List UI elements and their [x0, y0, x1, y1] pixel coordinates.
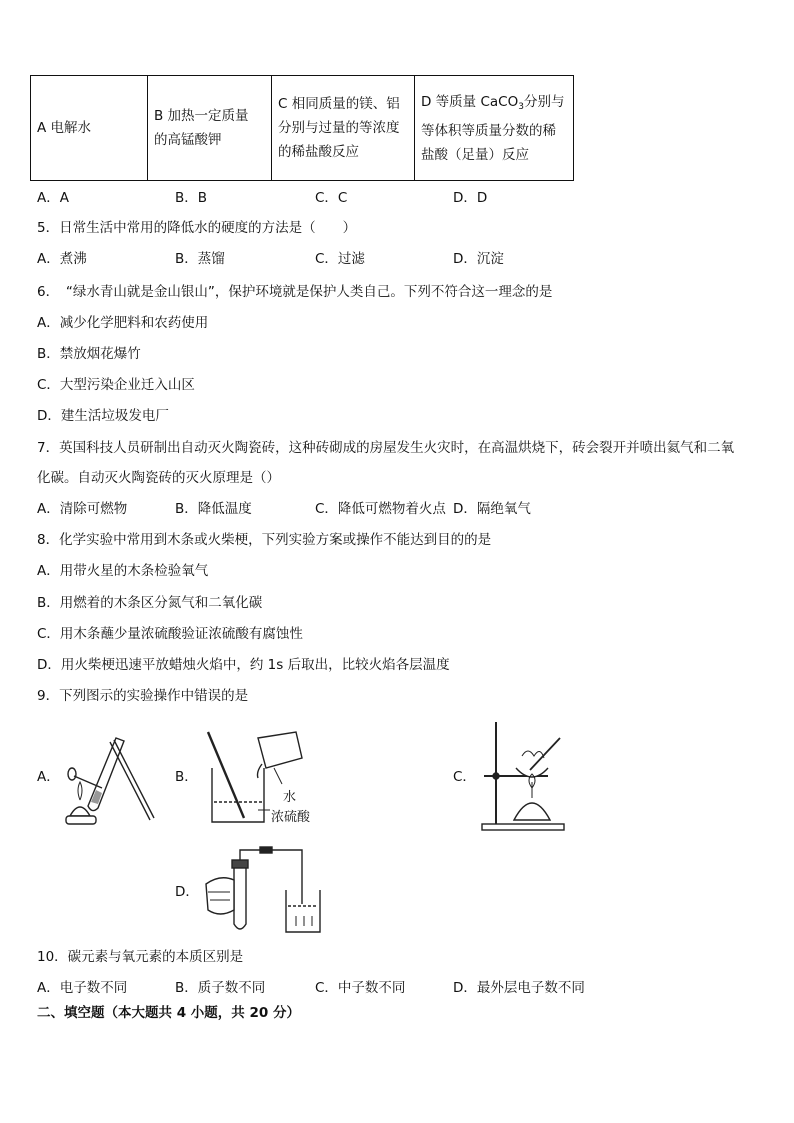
q10-stem: 10．碳元素与氧元素的本质区别是 — [37, 949, 244, 965]
q9-figure-b-water-label: 水 — [283, 790, 297, 805]
q7-option-d: D．隔绝氧气 — [453, 501, 531, 517]
q4-option-c: C．C — [315, 190, 348, 206]
q7-option-c: C．降低可燃物着火点 — [315, 501, 446, 517]
q9-label-c: C． — [453, 769, 476, 785]
q9-figure-d-airtightness-check — [200, 844, 330, 936]
q8-option-d: D．用火柴梗迅速平放蜡烛火焰中，约 1s 后取出，比较火焰各层温度 — [37, 657, 450, 673]
q7-option-b: B．降低温度 — [175, 501, 252, 517]
q7-stem-line1: 7．英国科技人员研制出自动灭火陶瓷砖，这种砖砌成的房屋发生火灾时，在高温烘烧下，砖会裂开并喷出氦气和二氧 — [37, 440, 735, 456]
q9-label-d: D． — [175, 884, 199, 900]
q4-option-a: A．A — [37, 190, 69, 206]
q4-option-b: B．B — [175, 190, 208, 206]
q9-figure-a-heating-test-tube — [58, 728, 158, 828]
q4-figure-table — [30, 75, 574, 181]
q10-option-a: A．电子数不同 — [37, 980, 128, 996]
section-heading-fill-in: 二、填空题（本大题共 4 小题，共 20 分） — [37, 1005, 300, 1021]
q6-stem: 6． “绿水青山就是金山银山”，保护环境就是保护人类自己。下列不符合这一理念的是 — [37, 284, 553, 300]
table-cell-a: A 电解水 — [31, 76, 148, 181]
q8-option-b: B．用燃着的木条区分氮气和二氧化碳 — [37, 595, 263, 611]
q9-stem: 9．下列图示的实验操作中错误的是 — [37, 688, 249, 704]
q10-option-b: B．质子数不同 — [175, 980, 266, 996]
q6-option-c: C．大型污染企业迁入山区 — [37, 377, 195, 393]
q6-option-a: A．减少化学肥料和农药使用 — [37, 315, 209, 331]
q9-figure-b-acid-label: 浓硫酸 — [271, 810, 311, 825]
q8-stem: 8．化学实验中常用到木条或火柴梗，下列实验方案或操作不能达到目的的是 — [37, 532, 492, 548]
table-cell-b: B 加热一定质量 的高锰酸钾 — [148, 76, 272, 181]
q6-option-b: B．禁放烟花爆竹 — [37, 346, 141, 362]
q9-label-b: B． — [175, 769, 198, 785]
q4-option-d: D．D — [453, 190, 488, 206]
q6-option-d: D．建生活垃圾发电厂 — [37, 408, 169, 424]
q10-option-d: D．最外层电子数不同 — [453, 980, 585, 996]
q5-option-b: B．蒸馏 — [175, 251, 225, 267]
q9-label-a: A． — [37, 769, 60, 785]
table-cell-d: D 等质量 CaCO$_3$分别与 等体积等质量分数的稀 盐酸（足量）反应 — [415, 76, 574, 181]
table-cell-c: C 相同质量的镁、铝 分别与过量的等浓度 的稀盐酸反应 — [272, 76, 415, 181]
q10-option-c: C．中子数不同 — [315, 980, 406, 996]
q5-option-d: D．沉淀 — [453, 251, 504, 267]
q7-option-a: A．清除可燃物 — [37, 501, 128, 517]
q8-option-a: A．用带火星的木条检验氧气 — [37, 563, 209, 579]
q5-option-c: C．过滤 — [315, 251, 365, 267]
q8-option-c: C．用木条蘸少量浓硫酸验证浓硫酸有腐蚀性 — [37, 626, 303, 642]
q9-figure-c-evaporation — [478, 716, 568, 832]
q5-stem: 5．日常生活中常用的降低水的硬度的方法是（ ） — [37, 220, 357, 236]
q5-option-a: A．煮沸 — [37, 251, 87, 267]
q7-stem-line2: 化碳。自动灭火陶瓷砖的灭火原理是（） — [37, 470, 280, 486]
